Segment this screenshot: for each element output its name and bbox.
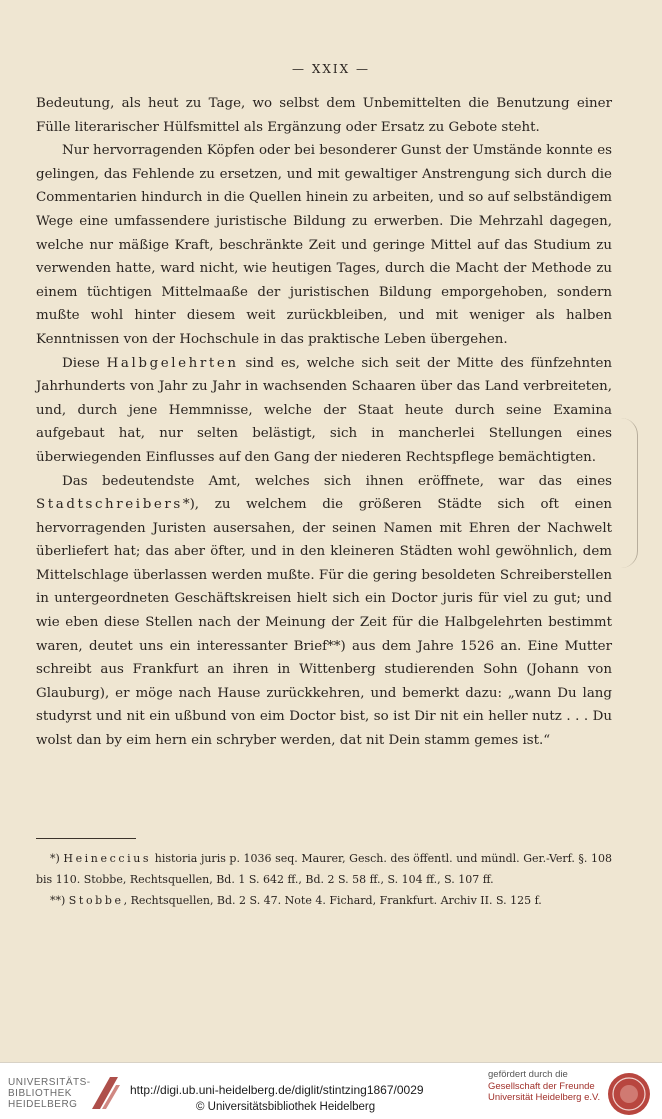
paragraph-2: Nur hervorragenden Köpfen oder bei besonderer Gunst der Umstände konnte es gelingen, das Fehlende zu ersetzen, und mit gewaltiger Anstrengung sich durch die Commentarien hindurch in die Quellen hinein zu arbeiten, und so auf selbständigem Wege eine umfassendere juristische Bildung zu erwerben. Die Mehrzahl dagegen, welche nur mäßige Kraft, beschränkte Zeit und geringe Mittel auf das Studium zu verwenden hatte, ward nicht, wie heutigen Tages, durch die Macht der Methode zu einem tüchtigen Mittelmaaße der juristischen Bildung emporgehoben, sondern mußte wohl hinter diesem weit zurückbleiben, und mit weniger als halben Kenntnissen von der Hochschule in das praktische Leben übergehen. bbox=[36, 143, 612, 347]
spaced-term-stadtschreibers: Stadtschreibers bbox=[36, 497, 183, 513]
library-footer bbox=[0, 1062, 662, 1119]
paragraph-3-start: Diese bbox=[62, 355, 107, 371]
paragraph-1: Bedeutung, als heut zu Tage, wo selbst dem Unbemittelten die Benutzung einer Fülle literarischer Hülfsmittel als Ergänzung oder Ersatz zu Gebote steht. bbox=[36, 96, 612, 135]
paragraph-4-start: Das bedeutendste Amt, welches sich ihnen eröffnete, war das eines bbox=[62, 473, 612, 489]
footnote-1-text: historia juris p. 1036 seq. Maurer, Gesch. des öffentl. und mündl. Ger.-Verf. §. 108 bis 110. Stobbe, Rechtsquellen, Bd. 1 S. 642 ff., Bd. 2 S. 58 ff., S. 104 ff., S. 107 ff. bbox=[36, 852, 612, 886]
footnote-2-text: , Rechtsquellen, Bd. 2 S. 47. Note 4. Fichard, Frankfurt. Archiv II. S. 125 f. bbox=[123, 894, 542, 907]
body-text bbox=[36, 92, 612, 753]
library-name bbox=[8, 1077, 91, 1110]
margin-pencil-mark bbox=[621, 418, 638, 568]
paragraph-4-middle: *), zu welchem die größeren Städte sich oft einen hervorragenden Juristen ausersahen, der seinen Namen mit Ehren der Nachwelt überliefert hat; das aber öfter, und in den kleineren Städten wohl gewöhnlich, dem Mittelschlage überlassen werden mußte. Für die gering besoldeten Schreiberstellen in untergeordneten Geschäftskreisen hielt sich ein bbox=[36, 497, 612, 607]
library-name-line-1: UNIVERSITÄTS- bbox=[8, 1077, 91, 1088]
university-seal-icon bbox=[606, 1071, 652, 1117]
funder-line-1: gefördert durch die bbox=[488, 1069, 568, 1080]
paragraph-3 bbox=[36, 352, 612, 470]
spaced-term-halbgelehrten: Halbgelehrten bbox=[106, 355, 239, 371]
footnote-1-author: Heineccius bbox=[63, 852, 152, 865]
page-number-header: — XXIX — bbox=[292, 62, 370, 76]
library-name-line-2: BIBLIOTHEK bbox=[8, 1088, 72, 1099]
footnote-2-author: Stobbe bbox=[68, 894, 124, 907]
paragraph-4 bbox=[36, 470, 612, 753]
funder-line-3: Universität Heidelberg e.V. bbox=[488, 1092, 601, 1103]
footnote-1-mark: *) bbox=[50, 852, 64, 865]
funder-notice bbox=[488, 1069, 600, 1104]
footnote-2-mark: **) bbox=[50, 894, 69, 907]
digital-copy-link[interactable]: http://digi.ub.uni-heidelberg.de/diglit/stintzing1867/0029 bbox=[130, 1083, 424, 1097]
library-logo-icon bbox=[88, 1073, 122, 1113]
copyright-notice: © Universitätsbibliothek Heidelberg bbox=[196, 1101, 376, 1113]
paragraph-3-rest: sind es, welche sich seit der Mitte des fünfzehnten Jahrhunderts von Jahr zu Jahr in wachsenden Schaaren über das Land verbreiteten, und, durch jene Hemmnisse, welche der Staat heute durch seine Examina aufgebaut hat, nur selten belästigt, sich in mancherlei Stellungen eines überwiegenden Einflusses auf den Gang der niederen Rechtspflege bemächtigten. bbox=[36, 355, 612, 465]
latin-doctor-juris: Doctor juris bbox=[391, 591, 473, 607]
footnote-rule bbox=[36, 838, 136, 839]
funder-line-2: Gesellschaft der Freunde bbox=[488, 1080, 595, 1092]
footnote-1 bbox=[36, 848, 612, 890]
footnote-2 bbox=[36, 890, 612, 911]
footnotes bbox=[36, 848, 612, 911]
library-name-line-3: HEIDELBERG bbox=[8, 1099, 78, 1110]
paragraph-4-rest: für viel zu gut; und wie eben diese Stellen nach der Meinung der Zeit für die Halbgelehrten bestimmt waren, deutet uns ein interessanter Brief**) aus dem Jahre 1526 an. Eine Mutter schreibt aus Frankfurt an ihren in Wittenberg studierenden Sohn (Johann von Glauburg), er möge nach Hause zurückkehren, und bemerkt dazu: „wann Du lang studyrst und nit ein ußbund von eim Doctor bist, so ist Dir nit ein heller nutz . . . Du wolst dan by eim hern ein schryber werden, dat nit Dein stamm gemes ist.“ bbox=[36, 591, 612, 749]
